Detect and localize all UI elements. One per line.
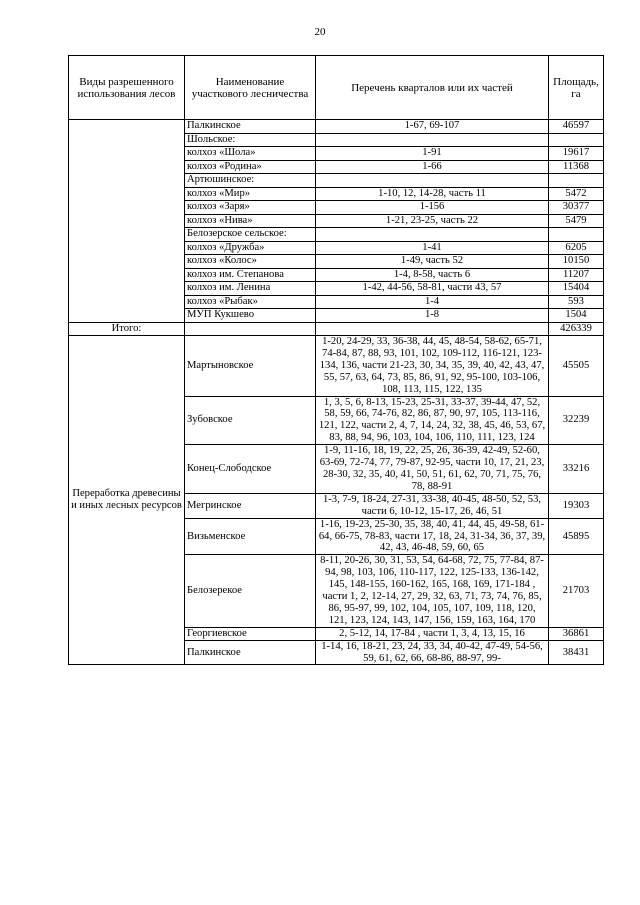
- forestry-name: колхоз «Родина»: [185, 160, 316, 174]
- header-forestry: Наименование участкового лесничества: [185, 56, 316, 120]
- page-number: 20: [314, 26, 326, 38]
- quarters-list: 1-42, 44-56, 58-81, части 43, 57: [316, 282, 549, 296]
- area-value: 38431: [549, 640, 604, 665]
- table-row: [69, 336, 604, 397]
- forestry-name: Зубовское: [185, 396, 316, 445]
- forestry-name: колхоз им. Степанова: [185, 268, 316, 282]
- quarters-list: 1-20, 24-29, 33, 36-38, 44, 45, 48-54, 58-62, 65-71, 74-84, 87, 88, 93, 101, 102, 109-112, 116-121, 123-134, 136, части 21-23, 30, 34, 35, 39, 40, 42, 43, 47, 55, 57, 63, 64, 73, 85, 86, 91, 92, 95-100, 103-106, 108, 113, 115, 122, 135: [316, 336, 549, 397]
- quarters-list: 2, 5-12, 14, 17-84 , части 1, 3, 4, 13, 15, 16: [316, 627, 549, 640]
- header-kind: Виды разрешенного использования лесов: [69, 56, 185, 120]
- quarters-list: 1-4: [316, 295, 549, 309]
- area-value: 6205: [549, 241, 604, 255]
- area-value: 11368: [549, 160, 604, 174]
- quarters-list: [316, 228, 549, 242]
- table-header-row: [69, 56, 604, 120]
- header-area: Площадь, га: [549, 56, 604, 120]
- area-value: 11207: [549, 268, 604, 282]
- forestry-name: Визьменское: [185, 518, 316, 555]
- area-value: 593: [549, 295, 604, 309]
- kind-cell-processing: Переработка древесины и иных лесных ресурсов: [69, 336, 185, 665]
- area-value: 33216: [549, 445, 604, 494]
- forestry-name: МУП Кукшево: [185, 309, 316, 323]
- area-value: [549, 228, 604, 242]
- quarters-list: [316, 174, 549, 188]
- total-row: [69, 322, 604, 336]
- area-value: 19303: [549, 493, 604, 518]
- forestry-table: [68, 55, 604, 665]
- kind-cell-block1: [69, 120, 185, 323]
- area-value: 45895: [549, 518, 604, 555]
- quarters-list: 1-9, 11-16, 18, 19, 22, 25, 26, 36-39, 42-49, 52-60, 63-69, 72-74, 77, 79-87, 92-95, части 10, 17, 21, 23, 28-30, 32, 35, 40, 41, 50, 51, 61, 62, 70, 71, 75, 76, 78, 88-91: [316, 445, 549, 494]
- quarters-list: 1-49, часть 52: [316, 255, 549, 269]
- total-label: Итого:: [69, 322, 185, 336]
- forestry-name: колхоз им. Ленина: [185, 282, 316, 296]
- forestry-name: Палкинское: [185, 120, 316, 134]
- forestry-name: Шольское:: [185, 133, 316, 147]
- quarters-list: 1-3, 7-9, 18-24, 27-31, 33-38, 40-45, 48-50, 52, 53, части 6, 10-12, 15-17, 26, 46, 51: [316, 493, 549, 518]
- forestry-name: Белозерекое: [185, 555, 316, 627]
- forestry-name: колхоз «Колос»: [185, 255, 316, 269]
- forestry-name: Георгиевское: [185, 627, 316, 640]
- area-value: 1504: [549, 309, 604, 323]
- area-value: [549, 174, 604, 188]
- quarters-list: 1-21, 23-25, часть 22: [316, 214, 549, 228]
- quarters-list: [316, 133, 549, 147]
- quarters-list: 1-91: [316, 147, 549, 161]
- area-value: 15404: [549, 282, 604, 296]
- forestry-name: колхоз «Шола»: [185, 147, 316, 161]
- forestry-name: колхоз «Рыбак»: [185, 295, 316, 309]
- area-value: 45505: [549, 336, 604, 397]
- quarters-list: 1-156: [316, 201, 549, 215]
- area-value: 10150: [549, 255, 604, 269]
- area-value: 5479: [549, 214, 604, 228]
- total-area: 426339: [549, 322, 604, 336]
- forestry-name: колхоз «Мир»: [185, 187, 316, 201]
- forestry-name: колхоз «Нива»: [185, 214, 316, 228]
- forestry-name: Палкинское: [185, 640, 316, 665]
- header-quarters: Перечень кварталов или их частей: [316, 56, 549, 120]
- quarters-list: 1-66: [316, 160, 549, 174]
- quarters-list: 8-11, 20-26, 30, 31, 53, 54, 64-68, 72, 75, 77-84, 87-94, 98, 103, 106, 110-117, 122, 125-133, 136-142, 145, 148-155, 160-162, 165, 168, 169, 171-184 , части 1, 2, 12-14, 27, 29, 32, 63, 71, 73, 74, 76, 85, 86, 95-97, 99, 102, 104, 105, 107, 109, 118, 120, 121, 123, 124, 143, 147, 156, 159, 163, 164, 170: [316, 555, 549, 627]
- area-value: 32239: [549, 396, 604, 445]
- quarters-list: 1-16, 19-23, 25-30, 35, 38, 40, 41, 44, 45, 49-58, 61-64, 66-75, 78-83, части 17, 18, 24, 31-34, 36, 37, 39, 42, 43, 46-48, 59, 60, 65: [316, 518, 549, 555]
- area-value: 21703: [549, 555, 604, 627]
- quarters-list: 1-14, 16, 18-21, 23, 24, 33, 34, 40-42, 47-49, 54-56, 59, 61, 62, 66, 68-86, 88-97, 99-: [316, 640, 549, 665]
- forestry-name: Артюшинское:: [185, 174, 316, 188]
- forestry-name: колхоз «Заря»: [185, 201, 316, 215]
- area-value: 36861: [549, 627, 604, 640]
- area-value: 46597: [549, 120, 604, 134]
- forestry-name: Конец-Слободское: [185, 445, 316, 494]
- area-value: 30377: [549, 201, 604, 215]
- forestry-name: Белозерское сельское:: [185, 228, 316, 242]
- table-row: [69, 120, 604, 134]
- forestry-name: Мартыновское: [185, 336, 316, 397]
- area-value: 19617: [549, 147, 604, 161]
- quarters-list: 1-10, 12, 14-28, часть 11: [316, 187, 549, 201]
- quarters-list: 1-8: [316, 309, 549, 323]
- forestry-name: Мегринское: [185, 493, 316, 518]
- quarters-list: 1, 3, 5, 6, 8-13, 15-23, 25-31, 33-37, 39-44, 47, 52, 58, 59, 66, 74-76, 82, 86, 87, 90, 97, 105, 113-116, 121, 122, части 2, 4, 7, 14, 24, 32, 38, 45, 46, 53, 67, 83, 88, 94, 96, 103, 104, 106, 110, 111, 123, 124: [316, 396, 549, 445]
- quarters-list: 1-4, 8-58, часть 6: [316, 268, 549, 282]
- forestry-name: колхоз «Дружба»: [185, 241, 316, 255]
- area-value: [549, 133, 604, 147]
- quarters-list: 1-67, 69-107: [316, 120, 549, 134]
- quarters-list: 1-41: [316, 241, 549, 255]
- area-value: 5472: [549, 187, 604, 201]
